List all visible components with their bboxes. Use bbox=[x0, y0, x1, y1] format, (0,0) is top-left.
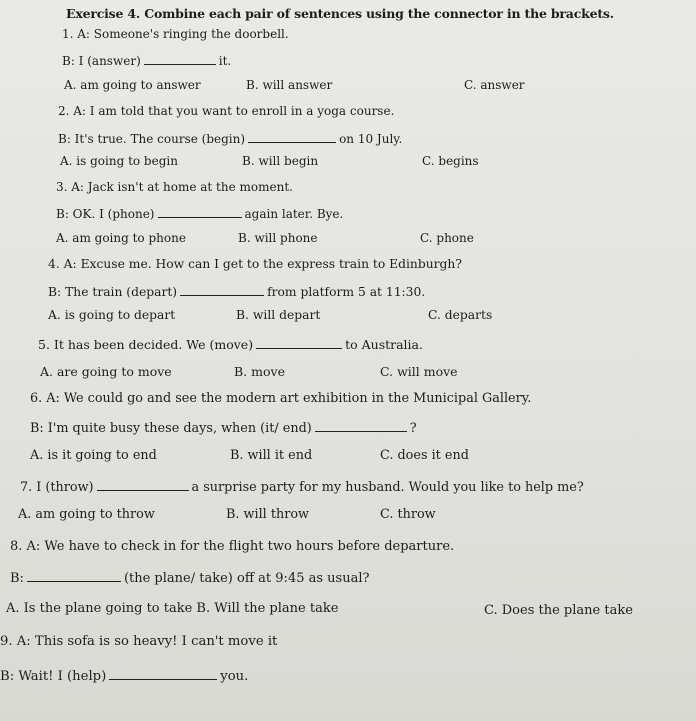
q8-response bbox=[10, 569, 369, 586]
q5-option-b[interactable]: B. move bbox=[234, 364, 285, 379]
q4-option-c[interactable]: C. departs bbox=[428, 308, 493, 322]
q3-response-start: B: OK. I (phone) bbox=[56, 207, 155, 221]
q2-blank[interactable] bbox=[248, 130, 336, 143]
q6-response-end: ? bbox=[409, 421, 417, 436]
q2-response bbox=[58, 130, 402, 146]
q5-option-c[interactable]: C. will move bbox=[380, 364, 458, 379]
q1-response bbox=[62, 52, 231, 68]
q9-response-end: you. bbox=[220, 669, 249, 684]
q1-option-a[interactable]: A. am going to answer bbox=[64, 78, 201, 92]
q9-response bbox=[0, 667, 248, 684]
q6-response-start: B: I'm quite busy these days, when (it/ end) bbox=[30, 421, 312, 436]
q3-option-c[interactable]: C. phone bbox=[420, 231, 474, 245]
q1-response-end: it. bbox=[218, 54, 232, 68]
q4-response-start: B: The train (depart) bbox=[48, 285, 178, 299]
q8-response-start: B: bbox=[10, 571, 24, 586]
q6-response bbox=[30, 419, 417, 436]
q7-option-b[interactable]: B. will throw bbox=[226, 507, 309, 522]
q2-option-b[interactable]: B. will begin bbox=[242, 154, 319, 168]
q1-option-b[interactable]: B. will answer bbox=[246, 78, 333, 92]
q3-response-end: again later. Bye. bbox=[244, 207, 344, 221]
q5-prompt-start: 5. It has been decided. We (move) bbox=[38, 337, 254, 352]
q3-option-b[interactable]: B. will phone bbox=[238, 231, 318, 245]
q1-prompt: 1. A: Someone's ringing the doorbell. bbox=[62, 27, 289, 41]
q6-blank[interactable] bbox=[315, 419, 407, 432]
q3-option-a[interactable]: A. am going to phone bbox=[56, 231, 186, 245]
q4-option-a[interactable]: A. is going to depart bbox=[48, 308, 176, 322]
q2-option-a[interactable]: A. is going to begin bbox=[60, 154, 178, 168]
q8-blank[interactable] bbox=[27, 569, 121, 582]
q2-response-end: on 10 July. bbox=[339, 132, 403, 146]
q1-response-start: B: I (answer) bbox=[62, 54, 141, 68]
q7-prompt bbox=[20, 478, 584, 495]
q7-option-c[interactable]: C. throw bbox=[380, 507, 436, 522]
q9-blank[interactable] bbox=[109, 667, 217, 680]
q7-prompt-end: a surprise party for my husband. Would you like to help me? bbox=[191, 480, 584, 495]
q4-option-b[interactable]: B. will depart bbox=[236, 308, 321, 322]
q7-option-a[interactable]: A. am going to throw bbox=[18, 507, 155, 522]
q4-response bbox=[48, 283, 425, 299]
q9-prompt: 9. A: This sofa is so heavy! I can't move it bbox=[0, 634, 278, 649]
q1-option-c[interactable]: C. answer bbox=[464, 78, 525, 92]
q6-option-c[interactable]: C. does it end bbox=[380, 448, 469, 463]
q6-prompt: 6. A: We could go and see the modern art exhibition in the Municipal Gallery. bbox=[30, 391, 532, 406]
q8-option-c[interactable]: C. Does the plane take bbox=[484, 603, 633, 618]
q8-prompt: 8. A: We have to check in for the flight two hours before departure. bbox=[10, 539, 455, 554]
q5-blank[interactable] bbox=[256, 336, 342, 349]
q7-prompt-start: 7. I (throw) bbox=[20, 480, 94, 495]
q5-prompt-end: to Australia. bbox=[345, 337, 423, 352]
q5-option-a[interactable]: A. are going to move bbox=[40, 364, 172, 379]
q6-option-a[interactable]: A. is it going to end bbox=[30, 448, 157, 463]
q3-prompt: 3. A: Jack isn't at home at the moment. bbox=[56, 180, 293, 194]
q3-blank[interactable] bbox=[158, 205, 242, 218]
q4-prompt: 4. A: Excuse me. How can I get to the express train to Edinburgh? bbox=[48, 257, 462, 271]
q8-response-end: (the plane/ take) off at 9:45 as usual? bbox=[123, 571, 370, 586]
q6-option-b[interactable]: B. will it end bbox=[230, 448, 313, 463]
q1-blank[interactable] bbox=[144, 52, 216, 65]
q7-blank[interactable] bbox=[97, 478, 189, 491]
q4-blank[interactable] bbox=[180, 283, 264, 296]
q9-response-start: B: Wait! I (help) bbox=[0, 669, 107, 684]
q3-response bbox=[56, 205, 343, 221]
q4-response-end: from platform 5 at 11:30. bbox=[267, 285, 426, 299]
exercise-title: Exercise 4. Combine each pair of sentences using the connector in the brackets. bbox=[66, 6, 614, 21]
q2-prompt: 2. A: I am told that you want to enroll in a yoga course. bbox=[58, 104, 395, 118]
q8-option-a-b[interactable]: A. Is the plane going to take B. Will the plane take bbox=[6, 601, 339, 616]
q2-response-start: B: It's true. The course (begin) bbox=[58, 132, 246, 146]
q5-prompt bbox=[38, 336, 423, 352]
q2-option-c[interactable]: C. begins bbox=[422, 154, 479, 168]
